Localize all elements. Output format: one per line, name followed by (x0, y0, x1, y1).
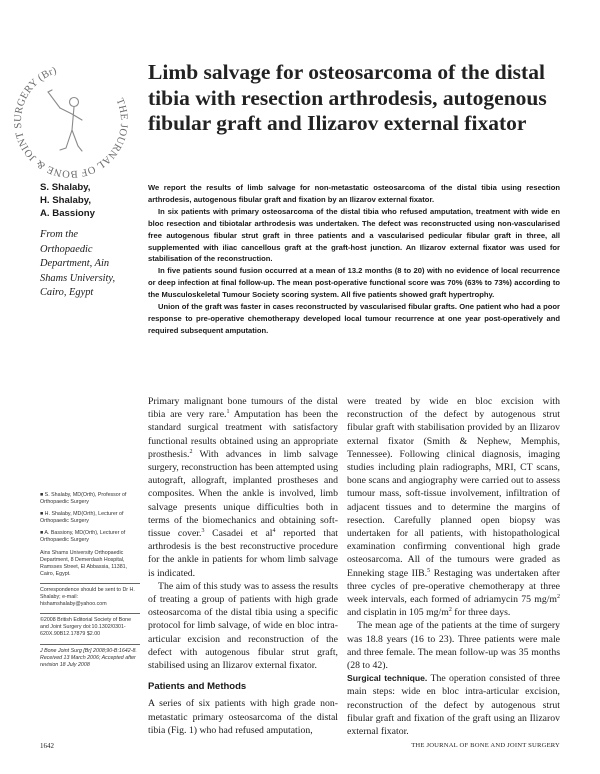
body-paragraph: Surgical technique. The operation consisted of three main steps: wide en bloc intra-articular excision, reconstruction of the defect by autogenous strut fibular graft and fixation of the graft using an Ilizarov external fixator. (347, 673, 560, 738)
journal-name-footer: THE JOURNAL OF BONE AND JOINT SURGERY (411, 742, 560, 749)
logo-ring-text: THE JOURNAL OF BONE & JOINT SURGERY (Br) (12, 65, 130, 180)
affiliation-line: From the (40, 229, 78, 240)
address-note: Ains Shams University Orthopaedic Department, 8 Demerdash Hospital, Ramsses Street, El Abbassia, 11381, Cairo, Egypt. (40, 549, 128, 577)
article-title: Limb salvage for osteosarcoma of the distal tibia with resection arthrodesis, autogenous fibular graft and Ilizarov external fixator (148, 60, 547, 135)
author-name: S. Shalaby, (40, 182, 91, 193)
skeleton-figure-icon (48, 90, 82, 151)
author-notes (40, 492, 140, 674)
body-paragraph: A series of six patients with high grade non-metastatic primary osteosarcoma of the distal tibia (Fig. 1) who had refused amputation, (148, 698, 338, 736)
body-column-left (148, 395, 338, 737)
copyright-note: ©2008 British Editorial Society of Bone and Joint Surgery doi:10.1302/0301-620X.90B12.17879 $2.00 (40, 617, 132, 638)
abstract-paragraph: In six patients with primary osteosarcoma of the distal tibia who refused amputation, treatment with wide en bloc resection and tibiotalar arthrodesis was undertaken. The defect was reconstructed using non-vascularised free autogenous fibular strut graft in three patients and a vascularised pedicular fibular graft in three, all supplemented with iliac cancellous graft at the graft-host junction. An Ilizarov external fixator was used for stabilisation of the reconstruction. (148, 206, 560, 264)
divider (40, 644, 140, 645)
svg-text:THE JOURNAL OF BONE & JOINT SU (13, 65, 129, 179)
body-paragraph: were treated by wide en bloc excision with reconstruction of the defect by autogenous strut fibular graft with stabilisation provided by an Ilizarov external fixator (Smith & Nephew, Memphis, Tennessee). Following clinical diagnosis, imaging studies including plain radiographs, MRI, CT scans, bone scans and angiography were carried out to assess tumour mass, soft-tissue involvement, infiltration of adjacent tissues and to determine the margins of resection. Carefully planned open biopsy was undertaken for all patients, with histopathological examination confirming conventional high grade osteosarcoma. All of the tumours were graded as Enneking stage IIB.$^5$ Restaging was undertaken after three cycles of pre-operative chemotherapy at three week intervals, each formed of adriamycin 75 $mg/m^2$ and cisplatin in 105 $mg/m^2$ for three days. (347, 396, 560, 619)
abstract-paragraph: Union of the graft was faster in cases reconstructed by vascularised fibular grafts. One patient who had a poor response to pre-operative chemotherapy developed local tumour recurrence at one year post-operatively and required subsequent amputation. (148, 302, 560, 335)
author-name: H. Shalaby, (40, 195, 92, 206)
subsection-heading: Surgical technique. (347, 673, 428, 684)
body-paragraph: The mean age of the patients at the time of surgery was 18.8 years (16 to 23). Three patients were male and three female. The mean follow-up was 35 months (28 to 42). (347, 620, 560, 672)
affiliation-line: Shams University, (40, 272, 116, 284)
author-note: ■ S. Shalaby, MD(Orth), Professor of Orthopaedic Surgery (40, 492, 127, 506)
abstract-paragraph: In five patients sound fusion occurred at a mean of 13.2 months (8 to 20) with no evidence of local recurrence or deep infection at final follow-up. The mean post-operative functional score was 70% (63% to 73%) according to the Musculoskeletal Tumour Society scoring system. All five patients showed graft hypertrophy. (148, 266, 560, 300)
author-list (40, 181, 135, 220)
page-number: 1642 (40, 742, 54, 750)
abstract (148, 182, 560, 337)
body-paragraph: Primary malignant bone tumours of the distal tibia are very rare.$^1$ Amputation has been the standard surgical treatment with satisfactory functional results obtained using an appropriate prosthesis.$^2$ With advances in limb salvage surgery, reconstruction has been attempted using autograft, allograft, implanted prostheses and composites. When the ankle is involved, limb salvage presents unique difficulties both in terms of the biomechanics and obtaining soft-tissue cover.$^3$ Casadei et $al^4$ reported that arthrodesis is the best reconstructive procedure for the ankle in patients for whom limb salvage is indicated. (148, 396, 338, 579)
citation-note: J Bone Joint Surg [Br] 2008;90-B:1642-8. (40, 647, 137, 654)
body-column-right (347, 395, 560, 738)
affiliation-line: Cairo, Egypt (40, 287, 94, 298)
journal-logo (8, 58, 134, 184)
body-paragraph: The aim of this study was to assess the results of treating a group of patients with high grade osteosarcoma of the distal tibia using a specific protocol for limb salvage, of wide en bloc intra-articular excision and reconstruction of the defect with autogenous fibular strut graft, stabilised using an Ilizarov external fixator. (148, 580, 338, 672)
affiliation-line: Orthopaedic (40, 243, 93, 255)
received-note: Received 13 March 2006; Accepted after revision 18 July 2008 (40, 654, 136, 668)
abstract-paragraph: We report the results of limb salvage for non-metastatic osteosarcoma of the distal tibia using resection arthrodesis, autogenous fibular graft and fixation by an Ilizarov external fixator. (148, 183, 560, 204)
affiliation (40, 228, 140, 301)
author-name: A. Bassiony (40, 208, 95, 219)
section-heading: Patients and Methods (148, 681, 247, 693)
divider (40, 583, 140, 584)
correspondence-note: Correspondence should be sent to Dr H. Shalaby; e-mail: hishamshalaby@yahoo.com (40, 586, 135, 608)
author-note: ■ H. Shalaby, MD(Orth), Lecturer of Orthopaedic Surgery (40, 511, 124, 525)
divider (40, 613, 140, 614)
author-note: ■ A. Bassiony, MD(Orth), Lecturer of Orthopaedic Surgery (40, 530, 126, 544)
affiliation-line: Department, Ain (40, 258, 110, 269)
